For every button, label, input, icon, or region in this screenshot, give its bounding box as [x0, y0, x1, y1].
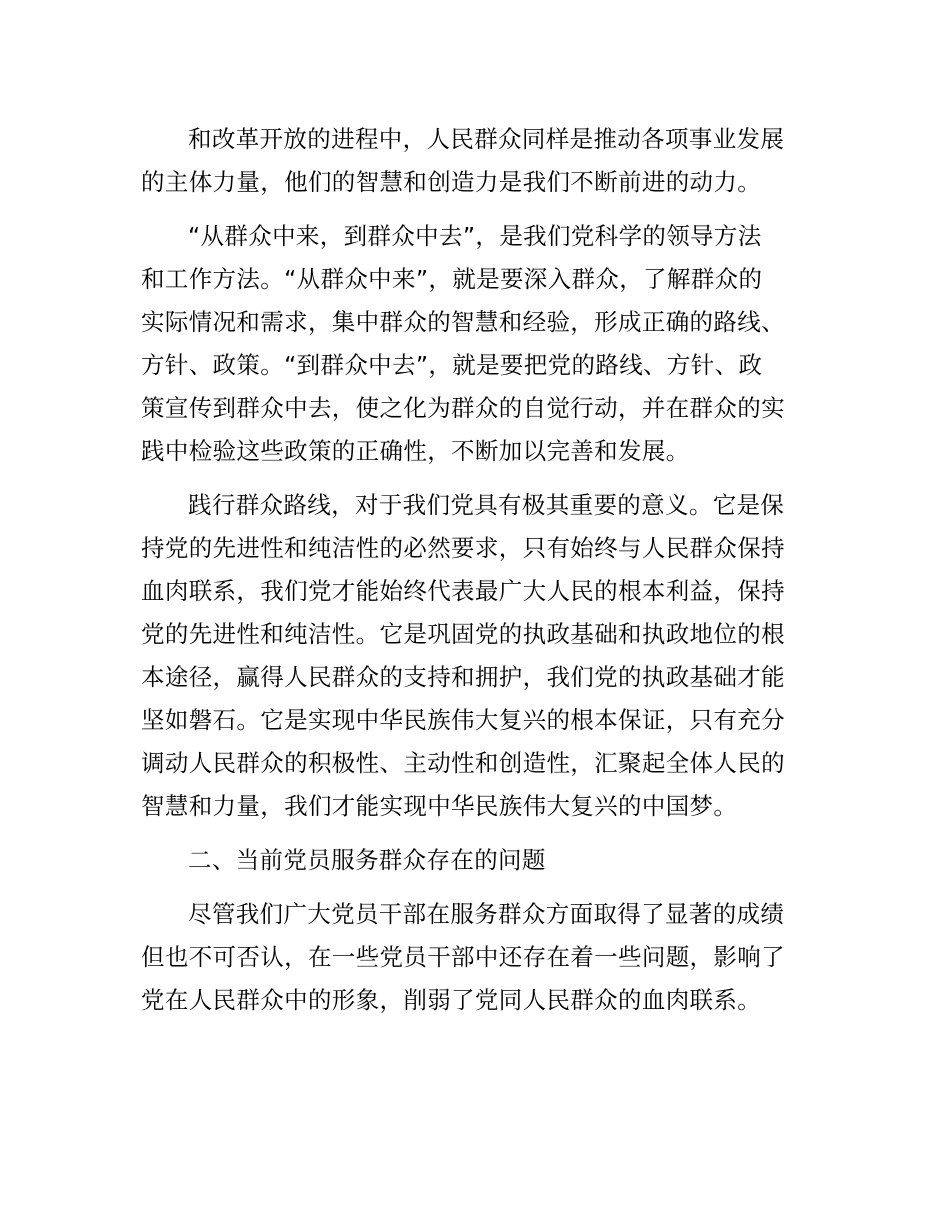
text-line: 本途径，赢得人民群众的支持和拥护，我们党的执政基础才能 [141, 663, 785, 691]
text-line: 方针、政策。“到群众中去”，就是要把党的路线、方针、政 [141, 351, 763, 379]
text-line: 践行群众路线，对于我们党具有极其重要的意义。它是保 [188, 491, 785, 519]
text-line: 党的先进性和纯洁性。它是巩固党的执政基础和执政地位的根 [141, 620, 785, 648]
text-line: 智慧和力量，我们才能实现中华民族伟大复兴的中国梦。 [141, 792, 738, 820]
text-line: 血肉联系，我们党才能始终代表最广大人民的根本利益，保持 [141, 577, 785, 605]
text-line: “从群众中来，到群众中去”，是我们党科学的领导方法 [188, 222, 762, 250]
text-line: 和改革开放的进程中，人民群众同样是推动各项事业发展 [188, 125, 785, 153]
text-line: 调动人民群众的积极性、主动性和创造性，汇聚起全体人民的 [141, 749, 785, 777]
paragraph-2 [141, 215, 821, 473]
document-body [141, 118, 821, 1033]
text-line: 践中检验这些政策的正确性，不断加以完善和发展。 [141, 437, 690, 465]
text-line: 但也不可否认，在一些党员干部中还存在着一些问题，影响了 [141, 943, 785, 971]
text-line: 和工作方法。“从群众中来”，就是要深入群众，了解群众的 [141, 265, 763, 293]
heading-text: 二、当前党员服务群众存在的问题 [188, 846, 546, 874]
text-line: 党在人民群众中的形象，削弱了党同人民群众的血肉联系。 [141, 986, 762, 1014]
text-line: 实际情况和需求，集中群众的智慧和经验，形成正确的路线、 [141, 308, 785, 336]
text-line: 策宣传到群众中去，使之化为群众的自觉行动，并在群众的实 [141, 394, 785, 422]
text-line: 坚如磐石。它是实现中华民族伟大复兴的根本保证，只有充分 [141, 706, 785, 734]
text-line: 的主体力量，他们的智慧和创造力是我们不断前进的动力。 [141, 168, 762, 196]
paragraph-3 [141, 484, 821, 828]
section-heading [141, 839, 821, 882]
paragraph-1 [141, 118, 821, 204]
paragraph-4 [141, 893, 821, 1022]
text-line: 尽管我们广大党员干部在服务群众方面取得了显著的成绩 [188, 900, 785, 928]
text-line: 持党的先进性和纯洁性的必然要求，只有始终与人民群众保持 [141, 534, 785, 562]
